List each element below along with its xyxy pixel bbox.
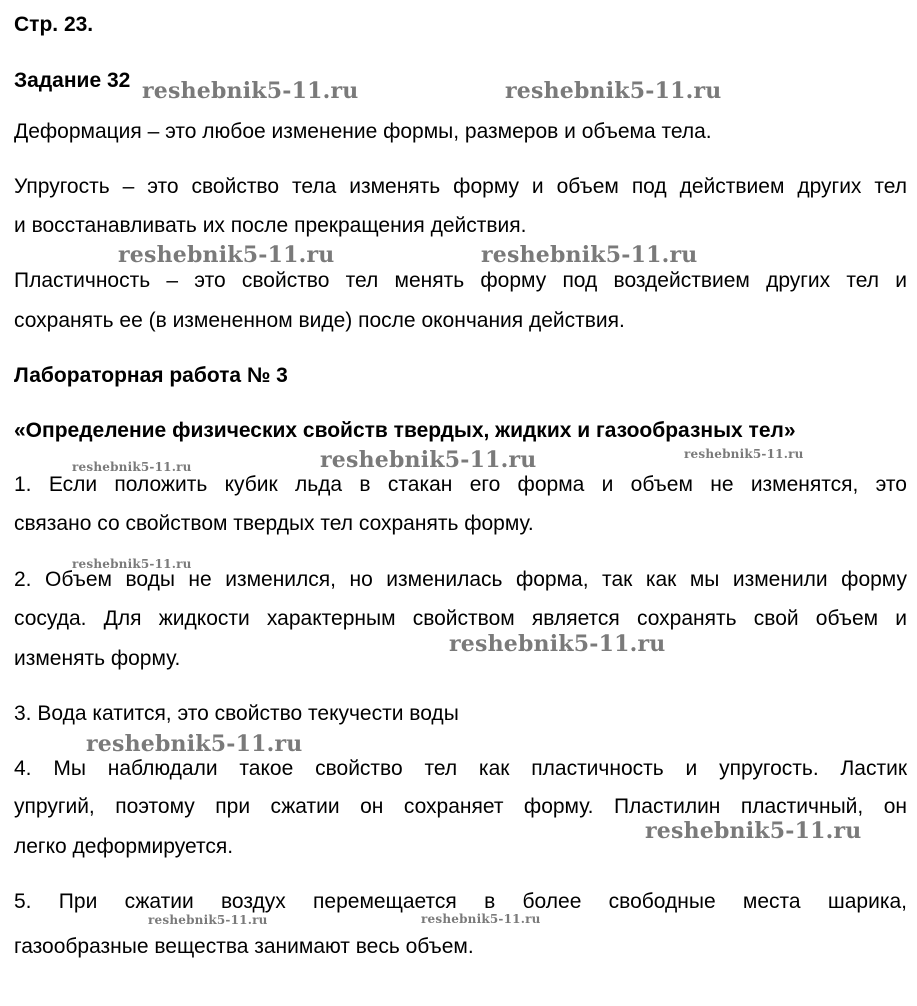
watermark: reshebnik5-11.ru xyxy=(481,242,698,268)
watermark: reshebnik5-11.ru xyxy=(449,631,666,657)
watermark: reshebnik5-11.ru xyxy=(142,78,359,104)
lab-item-1-line-1: 1. Если положить кубик льда в стакан его форма и объем не изменятся, это xyxy=(14,473,907,496)
lab-item-4-line-3: легко деформируется. xyxy=(14,835,234,858)
lab-item-4-line-1: 4. Мы наблюдали такое свойство тел как пластичность и упругость. Ластик xyxy=(14,757,907,780)
lab-item-2-line-1: 2. Объем воды не изменился, но изменилась форма, так как мы изменили форму xyxy=(14,568,907,591)
definition-deformation: Деформация – это любое изменение формы, размеров и объема тела. xyxy=(14,120,712,143)
definition-elasticity-line-1: Упругость – это свойство тела изменять форму и объем под действием других тел xyxy=(14,175,907,198)
watermark: reshebnik5-11.ru xyxy=(645,818,862,844)
definition-elasticity-line-2: и восстанавливать их после прекращения действия. xyxy=(14,214,527,237)
watermark: reshebnik5-11.ru xyxy=(86,731,303,757)
lab-item-3-line-1: 3. Вода катится, это свойство текучести воды xyxy=(14,702,459,725)
definition-plasticity-line-1: Пластичность – это свойство тел менять форму под воздействием других тел и xyxy=(14,269,907,292)
watermark: reshebnik5-11.ru xyxy=(72,557,192,571)
lab-subtitle: «Определение физических свойств твердых, жидких и газообразных тел» xyxy=(14,419,796,442)
lab-title: Лабораторная работа № 3 xyxy=(14,364,288,387)
lab-item-5-line-1: 5. При сжатии воздух перемещается в более свободные места шарика, xyxy=(14,890,907,913)
lab-item-5-line-2: газообразные вещества занимают весь объем. xyxy=(14,935,474,958)
watermark: reshebnik5-11.ru xyxy=(72,460,192,474)
task-title: Задание 32 xyxy=(14,69,131,92)
lab-item-2-line-2: сосуда. Для жидкости характерным свойством является сохранять свой объем и xyxy=(14,607,907,630)
page-number: Стр. 23. xyxy=(14,13,94,36)
watermark: reshebnik5-11.ru xyxy=(148,913,268,927)
lab-item-1-line-2: связано со свойством твердых тел сохранять форму. xyxy=(14,512,534,535)
watermark: reshebnik5-11.ru xyxy=(118,242,335,268)
watermark: reshebnik5-11.ru xyxy=(505,78,722,104)
definition-plasticity-line-2: сохранять ее (в измененном виде) после окончания действия. xyxy=(14,309,625,332)
lab-item-2-line-3: изменять форму. xyxy=(14,647,181,670)
lab-item-4-line-2: упругий, поэтому при сжатии он сохраняет форму. Пластилин пластичный, он xyxy=(14,795,907,818)
watermark: reshebnik5-11.ru xyxy=(320,447,537,473)
watermark: reshebnik5-11.ru xyxy=(421,912,541,926)
watermark: reshebnik5-11.ru xyxy=(684,447,804,461)
